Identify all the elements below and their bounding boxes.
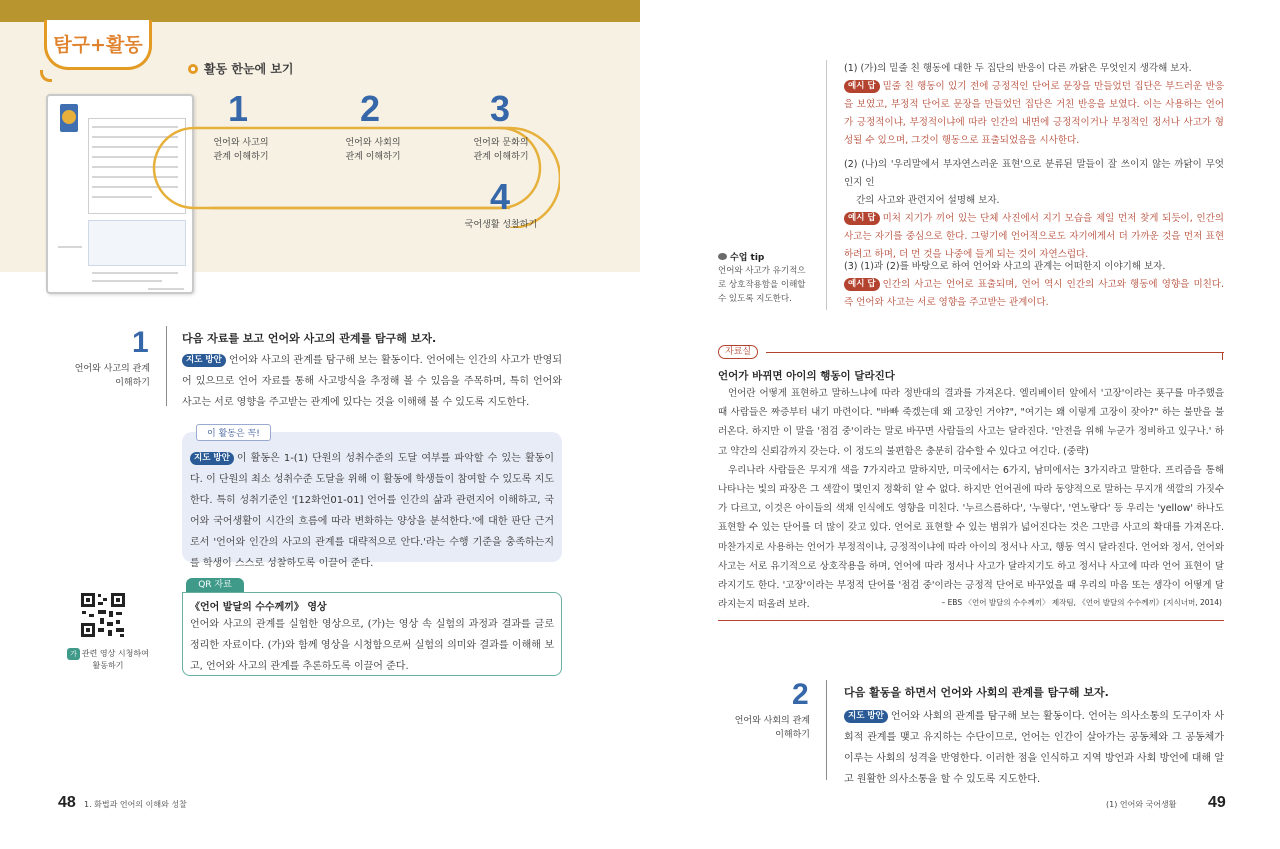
section-2-heading: 다음 활동을 하면서 언어와 사회의 관계를 탐구해 보자. bbox=[844, 686, 1109, 699]
step-1-label bbox=[196, 136, 286, 164]
step-1-number: 1 bbox=[228, 88, 249, 129]
reference-bottom-rule bbox=[718, 620, 1224, 621]
thumbnail-line bbox=[148, 288, 184, 290]
q3-answer-tag: 예시 답 bbox=[844, 278, 880, 291]
bullet-icon bbox=[188, 64, 198, 74]
note-tab: 이 활동은 꼭! bbox=[196, 424, 271, 441]
reference-label bbox=[718, 345, 758, 359]
section-1-divider bbox=[166, 326, 167, 406]
step-3-number: 3 bbox=[490, 88, 511, 129]
section-2-divider bbox=[826, 680, 827, 780]
note-guide-tag: 지도 방안 bbox=[190, 452, 234, 465]
section-1-side-line2: 이해하기 bbox=[115, 378, 150, 388]
section-1-side-label bbox=[60, 362, 150, 390]
speech-bubble-icon bbox=[718, 253, 727, 260]
thumbnail-line bbox=[92, 272, 178, 274]
right-page-number: 49 bbox=[1208, 794, 1226, 811]
step-3-label bbox=[456, 136, 546, 164]
reference-paragraph-2: 우리나라 사람들은 무지개 색을 7가지라고 말하지만, 미국에서는 6가지, 남미에서는 3가지라고 말한다. 프리즘을 통해 나타나는 빛의 파장은 그 색깔이 몇인지 정확히 알 수 없다. 하지만 언어권에 따라 동양적으로 말하는 무지개 색깔의 가짓수가 다르고, 이것은 아이들의 색채 인식에도 영향을 미친다. '누르스름하다', '누렇다', '연노랗다' 등 우리는 'yellow' 하나도 표현할 수 있는 단어를 더 많이 갖고 있다. 언어로 표현할 수 있는 범위가 넓어진다는 것은 그만큼 사고의 확대를 가져온다. 마찬가지로 사용하는 언어가 부정적이냐, 긍정적이냐에 따라 아이의 정서나 사고, 행동 역시 달라진다. 언어와 정서, 언어와 사고는 서로 유기적으로 상호작용을 하며, 언어에 따라 정서나 사고가 달라지기도 하고 정서나 사고에 따라 언어 표현이 달라지기도 한다. '고장'이라는 부정적 단어를 '점검 중'이라는 긍정적 단어로 바꾸었을 때 우리의 마음 또는 생각이 어떻게 달라지는지 떠올려 보라. bbox=[718, 464, 1224, 611]
qr-caption-line2: 활동하기 bbox=[92, 661, 124, 670]
thumbnail-line bbox=[92, 280, 162, 282]
section-2-side-line2: 이해하기 bbox=[775, 730, 810, 740]
section-2-number: 2 bbox=[792, 678, 809, 711]
step-1-label-line1: 언어와 사고의 bbox=[213, 138, 269, 148]
q1 bbox=[844, 60, 1224, 150]
section-2-guide-tag: 지도 방안 bbox=[844, 710, 888, 723]
q3-answer-text: 인간의 사고는 언어로 표출되며, 언어 역시 인간의 사고와 행동에 영향을 미친다. 즉 언어와 사고는 서로 영향을 주고받는 관계이다. bbox=[844, 279, 1224, 308]
q2-question-line2: 간의 사고와 관련지어 설명해 보자. bbox=[856, 195, 1000, 206]
tip-body: 언어와 사고가 유기적으로 상호작용함을 이해할 수 있도록 지도한다. bbox=[718, 266, 806, 304]
thumbnail-line bbox=[58, 246, 82, 248]
activity-badge bbox=[44, 20, 152, 70]
section-2-side-label bbox=[720, 714, 810, 742]
left-footer-text: 1. 화법과 언어의 이해와 성찰 bbox=[84, 800, 187, 809]
section-1-heading: 다음 자료를 보고 언어와 사고의 관계를 탐구해 보자. bbox=[182, 332, 437, 345]
q2 bbox=[844, 156, 1224, 264]
q3 bbox=[844, 258, 1224, 312]
step-4-label-line1: 국어생활 성찰하기 bbox=[464, 220, 538, 230]
reference-body bbox=[718, 384, 1224, 614]
step-2-number: 2 bbox=[360, 88, 381, 129]
right-footer-text: (1) 언어와 국어생활 bbox=[1106, 800, 1177, 809]
guide-tag: 지도 방안 bbox=[182, 354, 226, 367]
q1-answer-text: 밑줄 친 행동이 있기 전에 긍정적인 단어로 문장을 만들었던 집단은 부드러운 반응을 보였고, 부정적 단어로 문장을 만들었던 집단은 거친 반응을 보였다. 이는 사용하는 언어가 긍정적이냐, 부정적이냐에 따라 인간의 내면에 긍정적이거나 부정적인 정서나 사고가 형성될 수 있으며, 그것이 행동으로 표출되었음을 시사한다. bbox=[844, 81, 1224, 146]
q2-answer bbox=[844, 210, 1224, 264]
note-body-text: 이 활동은 1-(1) 단원의 성취수준의 도달 여부를 파악할 수 있는 활동이다. 이 단원의 최소 성취수준 도달을 위해 이 활동에 학생들이 참여할 수 있도록 지도한다. 특히 성취기준인 '[12화언01-01] 언어를 인간의 삶과 관련지어 이해하고, 국어와 국어생활이 시간의 흐름에 따라 변화하는 양상을 분석한다.'에 대한 판단 근거로서 '언어와 인간의 사고의 관계를 대략적으로 안다.'라는 수행 기준을 충족하는지를 학생이 스스로 성찰하도록 이끌어 준다. bbox=[190, 453, 554, 569]
reference-rule-end bbox=[1222, 352, 1223, 360]
left-page-number: 48 bbox=[58, 794, 76, 811]
section-2-side-line1: 언어와 사회의 관계 bbox=[734, 716, 810, 726]
qr-tab: QR 자료 bbox=[186, 578, 244, 592]
tip-title bbox=[718, 250, 764, 263]
thumbnail-emblem bbox=[62, 110, 76, 124]
left-top-bar bbox=[0, 0, 640, 22]
reference-paragraph-1: 언어란 어떻게 표현하고 말하느냐에 따라 정반대의 결과를 가져온다. 엘리베이터 앞에서 '고장'이라는 푯구를 마주했을 때 사람들은 짜증부터 내기 마련이다. "바빠 죽겠는데 왜 고장인 거야?", "여기는 왜 이렇게 고장이 잦아?" 하는 불만을 불러온다. 하지만 이 말을 '점검 중'이라는 말로 바꾸면 사람들의 사고는 달라진다. '안전을 위해 누군가 정비하고 있구나.' 하고 약간의 신뢰감까지 갖는다. 이 정도의 불편함은 충분히 감수할 수 있다고 여긴다. (중략) bbox=[718, 388, 1224, 457]
overview-title-text: 활동 한눈에 보기 bbox=[204, 62, 294, 76]
qr-caption-line1: 관련 영상 시청하여 bbox=[81, 649, 149, 658]
note-body bbox=[190, 448, 554, 574]
step-2-label-line2: 관계 이해하기 bbox=[345, 152, 401, 162]
step-1-label-line2: 관계 이해하기 bbox=[213, 152, 269, 162]
section-2-body bbox=[844, 706, 1224, 790]
q2-question-line1: (2) (나)의 '우리말에서 부자연스러운 표현'으로 분류된 말들이 잘 쓰이지 않는 까닭이 무엇인지 인 bbox=[844, 159, 1224, 188]
reference-top-rule bbox=[766, 352, 1224, 353]
badge-text: 탐구+활동 bbox=[53, 34, 143, 56]
qr-caption bbox=[56, 648, 160, 672]
step-3-label-line2: 관계 이해하기 bbox=[473, 152, 529, 162]
qr-caption-badge: 가 bbox=[67, 648, 80, 660]
overview-title bbox=[188, 60, 294, 77]
reference-source: – EBS 〈언어 발달의 수수께끼〉 제작팀, 《언어 발달의 수수께끼》(지식너머, 2014) bbox=[941, 598, 1222, 607]
qr-code[interactable] bbox=[80, 592, 126, 638]
reference-label-text: 자료실 bbox=[718, 345, 758, 359]
q1-answer bbox=[844, 78, 1224, 150]
q2-answer-text: 미처 지기가 끼어 있는 단체 사진에서 지기 모습을 제일 먼저 찾게 되듯이, 인간의 사고는 자기를 중심으로 한다. 그렇기에 언어적으로도 자기에게서 더 가까운 것을 먼저 표현하려고 하며, 더 먼 것을 나중에 들게 되는 것이 자연스럽다. bbox=[844, 213, 1224, 260]
thumbnail-line bbox=[92, 196, 152, 198]
q1-answer-tag: 예시 답 bbox=[844, 80, 880, 93]
qr-box-title: 《언어 발달의 수수께끼》 영상 bbox=[190, 602, 327, 613]
q3-question: (3) (1)과 (2)를 바탕으로 하여 언어와 사고의 관계는 어떠한지 이야기해 보자. bbox=[844, 261, 1166, 272]
section-1-side-line1: 언어와 사고의 관계 bbox=[74, 364, 150, 374]
qr-box-body: 언어와 사고의 관계를 실험한 영상으로, (가)는 영상 속 실험의 과정과 결과를 글로 정리한 자료이다. (가)와 함께 영상을 시청함으로써 실험의 의미와 결과를 이해해 보고, 언어와 사고의 관계를 추론하도록 이끌어 준다. bbox=[190, 619, 554, 672]
section-1-body-text: 언어와 사고의 관계를 탐구해 보는 활동이다. 언어에는 인간의 사고가 반영되어 있으므로 언어 자료를 통해 사고방식을 추정해 볼 수 있음을 주목하며, 특히 언어와 사고는 서로 영향을 주고받는 관계에 있다는 것을 이해해 볼 수 있도록 지도한다. bbox=[182, 355, 562, 408]
q1-question: (1) (가)의 밑줄 친 행동에 대한 두 집단의 반응이 다른 까닭은 무엇인지 생각해 보자. bbox=[844, 63, 1192, 74]
tip-title-text: 수업 tip bbox=[730, 253, 765, 263]
q3-answer bbox=[844, 276, 1224, 312]
q2-answer-tag: 예시 답 bbox=[844, 212, 880, 225]
reference-title: 언어가 바뀌면 아이의 행동이 달라진다 bbox=[718, 370, 895, 382]
step-3-label-line1: 언어와 문화의 bbox=[473, 138, 529, 148]
step-4-number: 4 bbox=[490, 176, 511, 217]
section-1-body bbox=[182, 350, 562, 413]
step-2-label-line1: 언어와 사회의 bbox=[345, 138, 401, 148]
step-2-label bbox=[328, 136, 418, 164]
right-divider bbox=[826, 60, 827, 310]
section-1-number: 1 bbox=[132, 326, 149, 359]
section-2-body-text: 언어와 사회의 관계를 탐구해 보는 활동이다. 언어는 의사소통의 도구이자 사회적 관계를 맺고 유지하는 수단이므로, 언어는 인간이 살아가는 공동체와 그 공동체가 이루는 사회의 성격을 반영한다. 이러한 점을 인식하고 지역 방언과 사회 방언에 대해 알고 원활한 의사소통을 할 수 있도록 지도한다. bbox=[844, 711, 1224, 785]
step-4-label bbox=[456, 218, 546, 232]
